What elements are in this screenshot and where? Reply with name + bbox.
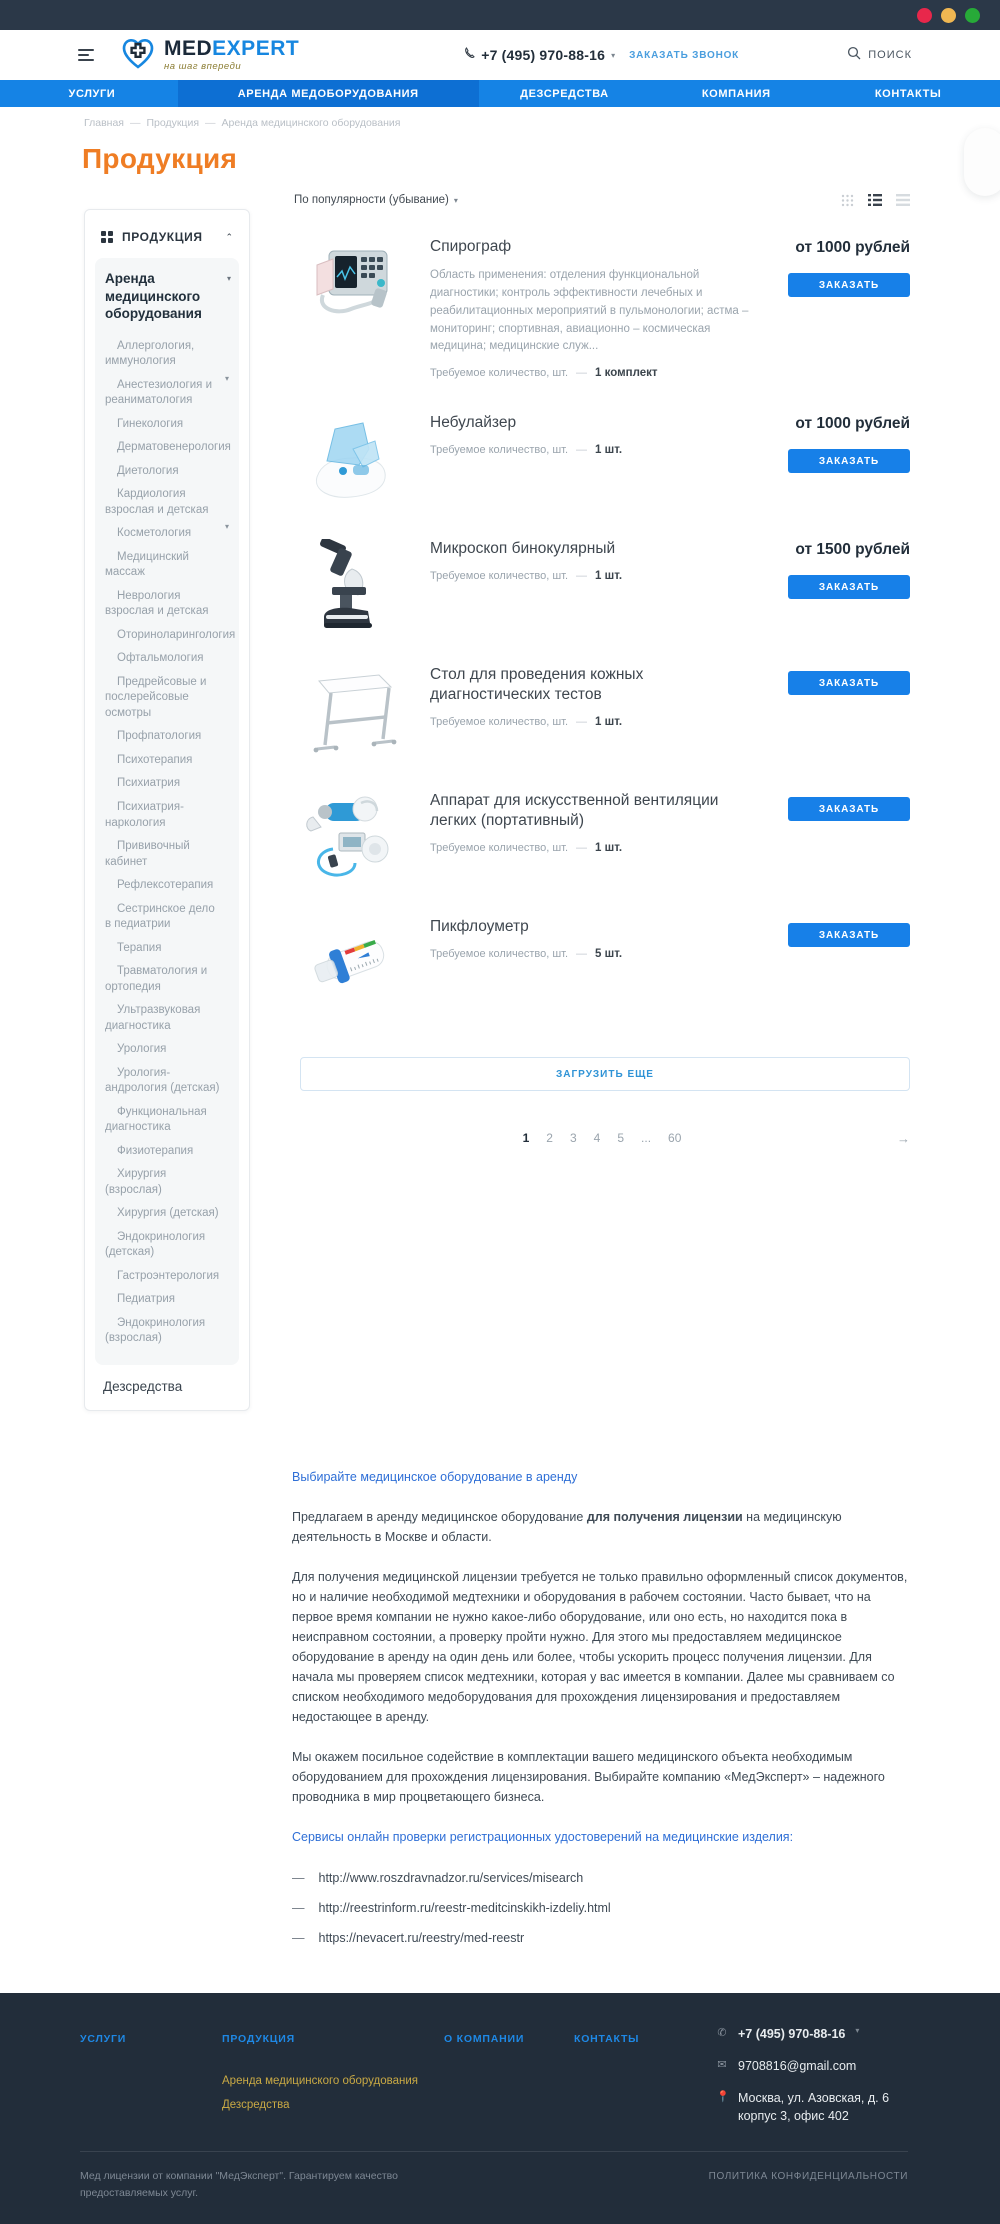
- seo-paragraph: Предлагаем в аренду медицинское оборудование для получения лицензии на медицинскую деятельность в Москве и области.: [292, 1509, 842, 1544]
- footer-link-disinfectants[interactable]: Дезсредства: [222, 2098, 290, 2111]
- main-nav: [0, 80, 1000, 107]
- registry-url-list: [292, 1863, 908, 1953]
- sidebar-item-neurology[interactable]: Неврология взрослая и детская: [105, 589, 209, 618]
- page-5[interactable]: 5: [617, 1131, 625, 1146]
- grid-icon: [101, 231, 113, 243]
- sidebar-item-psychiatry-narcology[interactable]: Психиатрия-наркология: [105, 800, 184, 829]
- sidebar-item-urology-andrology[interactable]: Урология-андрология (детская): [105, 1066, 220, 1095]
- product-quantity: Требуемое количество, шт. — 1 комплект: [430, 367, 758, 379]
- product-title[interactable]: Микроскоп бинокулярный: [430, 540, 616, 558]
- chevron-icon: ▾: [226, 274, 231, 283]
- next-page-arrow-icon[interactable]: →: [897, 1130, 910, 1146]
- footer-email[interactable]: 9708816@gmail.com: [738, 2059, 857, 2074]
- sidebar-item-gastroenterology[interactable]: Гастроэнтерология: [117, 1269, 220, 1282]
- nav-item-contacts[interactable]: КОНТАКТЫ: [874, 87, 942, 100]
- sidebar-item-urology[interactable]: Урология: [117, 1043, 167, 1056]
- registry-link-nevacert[interactable]: — https://nevacert.ru/reestry/med-reestr: [292, 1923, 908, 1953]
- chevron-up-icon: ⌃: [225, 231, 233, 242]
- footer-address: Москва, ул. Азовская, д. 6 корпус 3, офис 402: [738, 2091, 890, 2124]
- sidebar-item-occupational-pathology[interactable]: Профпатология: [117, 730, 202, 743]
- product-image[interactable]: [300, 237, 402, 329]
- email-icon: ✉: [717, 2059, 727, 2072]
- product-title[interactable]: Стол для проведения кожных диагностических тестов: [430, 666, 644, 704]
- sidebar-item-gynecology[interactable]: Гинекология: [117, 417, 184, 430]
- category-list: [105, 335, 236, 1351]
- footer-link-contacts[interactable]: КОНТАКТЫ: [574, 2032, 640, 2045]
- product-quantity: Требуемое количество, шт. — 1 шт.: [430, 570, 758, 582]
- logo-tagline: на шаг впереди: [164, 61, 242, 72]
- sidebar-products-toggle[interactable]: [95, 224, 239, 258]
- sidebar-item-reflexotherapy[interactable]: Рефлексотерапия: [117, 879, 214, 892]
- category-group: [95, 258, 239, 1365]
- sidebar-item-disinfectants[interactable]: Дезсредства: [103, 1378, 183, 1394]
- sidebar-header-label: ПРОДУКЦИЯ: [122, 230, 203, 244]
- window-close-button[interactable]: [917, 8, 932, 23]
- chevron-down-icon: ▾: [453, 195, 458, 205]
- header-phone[interactable]: [464, 46, 615, 64]
- privacy-policy-link[interactable]: ПОЛИТИКА КОНФИДЕНЦИАЛЬНОСТИ: [708, 2171, 908, 2183]
- breadcrumb-products[interactable]: Продукция: [146, 117, 199, 129]
- sidebar-item-endocrinology-adult[interactable]: Эндокринология (взрослая): [105, 1316, 206, 1345]
- sidebar-item-pediatrics[interactable]: Педиатрия: [117, 1293, 175, 1306]
- sidebar-item-ultrasound[interactable]: Ультразвуковая диагностика: [105, 1004, 201, 1032]
- nav-item-services[interactable]: УСЛУГИ: [68, 87, 116, 100]
- nav-item-equipment-rent[interactable]: АРЕНДА МЕДОБОРУДОВАНИЯ: [178, 80, 479, 107]
- product-price: от 1000 рублей: [795, 415, 910, 433]
- page-ellipsis: ...: [641, 1131, 652, 1146]
- sidebar-item-functional-diagnostics[interactable]: Функциональная диагностика: [105, 1105, 207, 1134]
- product-image[interactable]: [300, 539, 402, 631]
- page-1: 1: [522, 1131, 530, 1146]
- order-button[interactable]: ЗАКАЗАТЬ: [788, 923, 910, 947]
- sidebar-item-endocrinology-child[interactable]: Эндокринология (детская): [105, 1230, 206, 1259]
- product-quantity: Требуемое количество, шт. — 5 шт.: [430, 948, 758, 960]
- sidebar-item-therapy[interactable]: Терапия: [117, 941, 162, 954]
- product-quantity: Требуемое количество, шт. — 1 шт.: [430, 444, 758, 456]
- sidebar-item-cardiology[interactable]: Кардиология взрослая и детская: [105, 488, 209, 516]
- footer-link-services[interactable]: УСЛУГИ: [80, 2032, 127, 2045]
- product-card-nebulizer: [294, 397, 910, 523]
- product-image[interactable]: [300, 791, 402, 883]
- product-card-spirograph: [294, 221, 910, 397]
- seo-paragraph: Для получения медицинской лицензии требуется не только правильно оформленный список документов, но и наличие необходимой медтехники и оборудования в рабочем состоянии. Часто бывает, что на первое время компании не нужно какое-либо оборудование, или оно есть, но находится пока в неисправном состоянии, а проверку пройти нужно. Для этого мы предоставляем медицинское оборудование в аренду на один день или более, чтобы ускорить процесс получения лицензии. Для начала мы проверяем список медтехники, которая у вас имеется в компании. Далее мы сравниваем со списком необходимого медоборудования для прохождения лицензирования и предоставляем недостающее в аренду.: [292, 1569, 908, 1724]
- order-call-link[interactable]: ЗАКАЗАТЬ ЗВОНОК: [629, 49, 740, 61]
- breadcrumb-home[interactable]: Главная: [84, 117, 124, 129]
- sidebar-item-surgery-child[interactable]: Хирургия (детская): [117, 1207, 219, 1220]
- chevron-down-icon: ▾: [611, 50, 616, 60]
- order-button[interactable]: ЗАКАЗАТЬ: [788, 797, 910, 821]
- sidebar-item-anesthesiology[interactable]: Анестезиология и реаниматология ▾: [105, 373, 229, 407]
- floating-scroll-widget[interactable]: [964, 128, 1000, 196]
- site-logo[interactable]: [118, 33, 299, 78]
- logo-text-expert: EXPERT: [212, 37, 300, 60]
- product-image[interactable]: [300, 665, 402, 757]
- registry-link-reestrinform[interactable]: — http://reestrinform.ru/reestr-meditcinskikh-izdeliy.html: [292, 1893, 908, 1923]
- product-description: Область применения: отделения функциональной диагностики; контроль эффективности лечебных и реабилитационных мероприятий в пульмонологии; астма – мониторинг; спортивная, авиационно – космическая медицина; медицинские служ...: [430, 269, 749, 353]
- sidebar-item-ophthalmology[interactable]: Офтальмология: [117, 652, 204, 665]
- product-image[interactable]: [300, 413, 402, 505]
- sidebar-item-massage[interactable]: Медицинский массаж: [105, 550, 189, 579]
- view-grid-button[interactable]: [841, 194, 854, 207]
- footer-license-note: Мед лицензии от компании "МедЭксперт". Гарантируем качество предоставляемых услуг.: [80, 2170, 398, 2200]
- order-button[interactable]: ЗАКАЗАТЬ: [788, 273, 910, 297]
- window-minimize-button[interactable]: [941, 8, 956, 23]
- sidebar-item-traumatology[interactable]: Травматология и ортопедия: [105, 965, 208, 993]
- product-quantity: Требуемое количество, шт. — 1 шт.: [430, 842, 758, 854]
- window-titlebar: [0, 0, 1000, 30]
- header-phone-number: +7 (495) 970-88-16: [481, 47, 606, 63]
- logo-heart-icon: [118, 33, 158, 78]
- logo-text-med: MED: [164, 37, 213, 60]
- chevron-icon: ▾: [224, 522, 229, 532]
- seo-paragraph: Мы окажем посильное содействие в комплектации вашего медицинского объекта необходимым оборудованием для прохождения лицензирования. Выбирайте компанию «МедЭксперт» – надежного проводника в мир процветающего бизнеса.: [292, 1749, 885, 1804]
- window-zoom-button[interactable]: [965, 8, 980, 23]
- seo-link-registry-services[interactable]: Сервисы онлайн проверки регистрационных удостоверений на медицинские изделия:: [292, 1829, 794, 1844]
- product-card-microscope: [294, 523, 910, 649]
- location-pin-icon: 📍: [716, 2091, 730, 2104]
- search-icon: [847, 46, 861, 65]
- page-3[interactable]: 3: [569, 1131, 577, 1146]
- page-2[interactable]: 2: [546, 1131, 553, 1146]
- breadcrumb-separator: —: [129, 117, 141, 129]
- search-label: ПОИСК: [868, 49, 912, 61]
- breadcrumb-separator: —: [205, 117, 216, 129]
- product-card-diagnostic-table: [294, 649, 910, 775]
- phone-icon: [464, 46, 475, 64]
- footer-phone[interactable]: +7 (495) 970-88-16: [738, 2026, 846, 2041]
- product-image[interactable]: [300, 917, 402, 1009]
- order-button[interactable]: ЗАКАЗАТЬ: [788, 575, 910, 599]
- sort-dropdown[interactable]: По популярности (убывание) ▾: [294, 194, 458, 206]
- order-button[interactable]: ЗАКАЗАТЬ: [788, 449, 910, 473]
- sidebar-item-dietology[interactable]: Диетология: [117, 464, 179, 477]
- chevron-icon: ▾: [224, 373, 229, 383]
- page-title: Продукция: [82, 143, 238, 174]
- footer-link-products[interactable]: ПРОДУКЦИЯ: [222, 2032, 295, 2045]
- sidebar-item-otorhinolaryngology[interactable]: Оториноларингология: [117, 628, 236, 641]
- load-more-button[interactable]: ЗАГРУЗИТЬ ЕЩЕ: [300, 1057, 910, 1091]
- sidebar-item-allergology[interactable]: Аллергология, иммунология: [105, 339, 195, 368]
- catalog-sidebar: [84, 209, 250, 1411]
- product-card-peak-flow-meter: [294, 901, 910, 1027]
- view-table-button[interactable]: [896, 194, 910, 206]
- sidebar-item-equipment-rent[interactable]: Аренда медицинского оборудования ▾: [105, 271, 231, 322]
- sidebar-item-psychiatry[interactable]: Психиатрия: [117, 777, 181, 790]
- product-price: от 1500 рублей: [795, 541, 910, 559]
- product-title[interactable]: Спирограф: [430, 238, 512, 255]
- footer-link-company[interactable]: О КОМПАНИИ: [444, 2032, 525, 2045]
- nav-item-company[interactable]: КОМПАНИЯ: [701, 87, 771, 100]
- page-4[interactable]: 4: [593, 1131, 601, 1146]
- order-button[interactable]: ЗАКАЗАТЬ: [788, 671, 910, 695]
- nav-item-disinfectants[interactable]: ДЕЗСРЕДСТВА: [520, 87, 609, 100]
- seo-link-equipment-rent[interactable]: Выбирайте медицинское оборудование в аренду: [292, 1469, 578, 1484]
- product-title[interactable]: Аппарат для искусственной вентиляции легких (портативный): [430, 792, 719, 830]
- sidebar-item-pediatric-nursing[interactable]: Сестринское дело в педиатрии: [105, 902, 215, 931]
- breadcrumb: [0, 107, 1000, 129]
- sidebar-item-dermatovenerology[interactable]: Дерматовенерология: [117, 441, 231, 454]
- chevron-down-icon: ▾: [855, 2025, 860, 2035]
- registry-link-roszdravnadzor[interactable]: — http://www.roszdravnadzor.ru/services/misearch: [292, 1863, 908, 1893]
- sidebar-item-psychotherapy[interactable]: Психотерапия: [117, 753, 193, 766]
- product-card-ventilator: [294, 775, 910, 901]
- search-button[interactable]: [847, 46, 912, 65]
- site-header: [0, 30, 1000, 80]
- product-price: от 1000 рублей: [795, 239, 910, 256]
- footer-link-equipment-rent[interactable]: Аренда медицинского оборудования: [222, 2074, 418, 2087]
- site-footer: [0, 1993, 1000, 2224]
- product-title[interactable]: Пикфлоуметр: [430, 918, 529, 936]
- product-title[interactable]: Небулайзер: [430, 414, 517, 432]
- seo-text-block: [0, 1411, 1000, 1993]
- sidebar-item-vaccination-room[interactable]: Прививочный кабинет: [105, 840, 190, 868]
- page-60[interactable]: 60: [668, 1131, 682, 1146]
- view-list-button[interactable]: [868, 194, 882, 206]
- sidebar-item-surgery-adult[interactable]: Хирургия (взрослая): [105, 1168, 167, 1196]
- breadcrumb-current: Аренда медицинского оборудования: [221, 117, 401, 129]
- sidebar-item-physiotherapy[interactable]: Физиотерапия: [117, 1144, 194, 1157]
- pagination: [294, 1129, 910, 1147]
- product-quantity: Требуемое количество, шт. — 1 шт.: [430, 716, 758, 728]
- sidebar-item-cosmetology[interactable]: Косметология ▾: [117, 522, 229, 540]
- menu-icon[interactable]: [78, 49, 94, 61]
- phone-icon: ✆: [717, 2026, 727, 2039]
- sidebar-item-pretrip-exams[interactable]: Предрейсовые и послерейсовые осмотры: [105, 675, 207, 719]
